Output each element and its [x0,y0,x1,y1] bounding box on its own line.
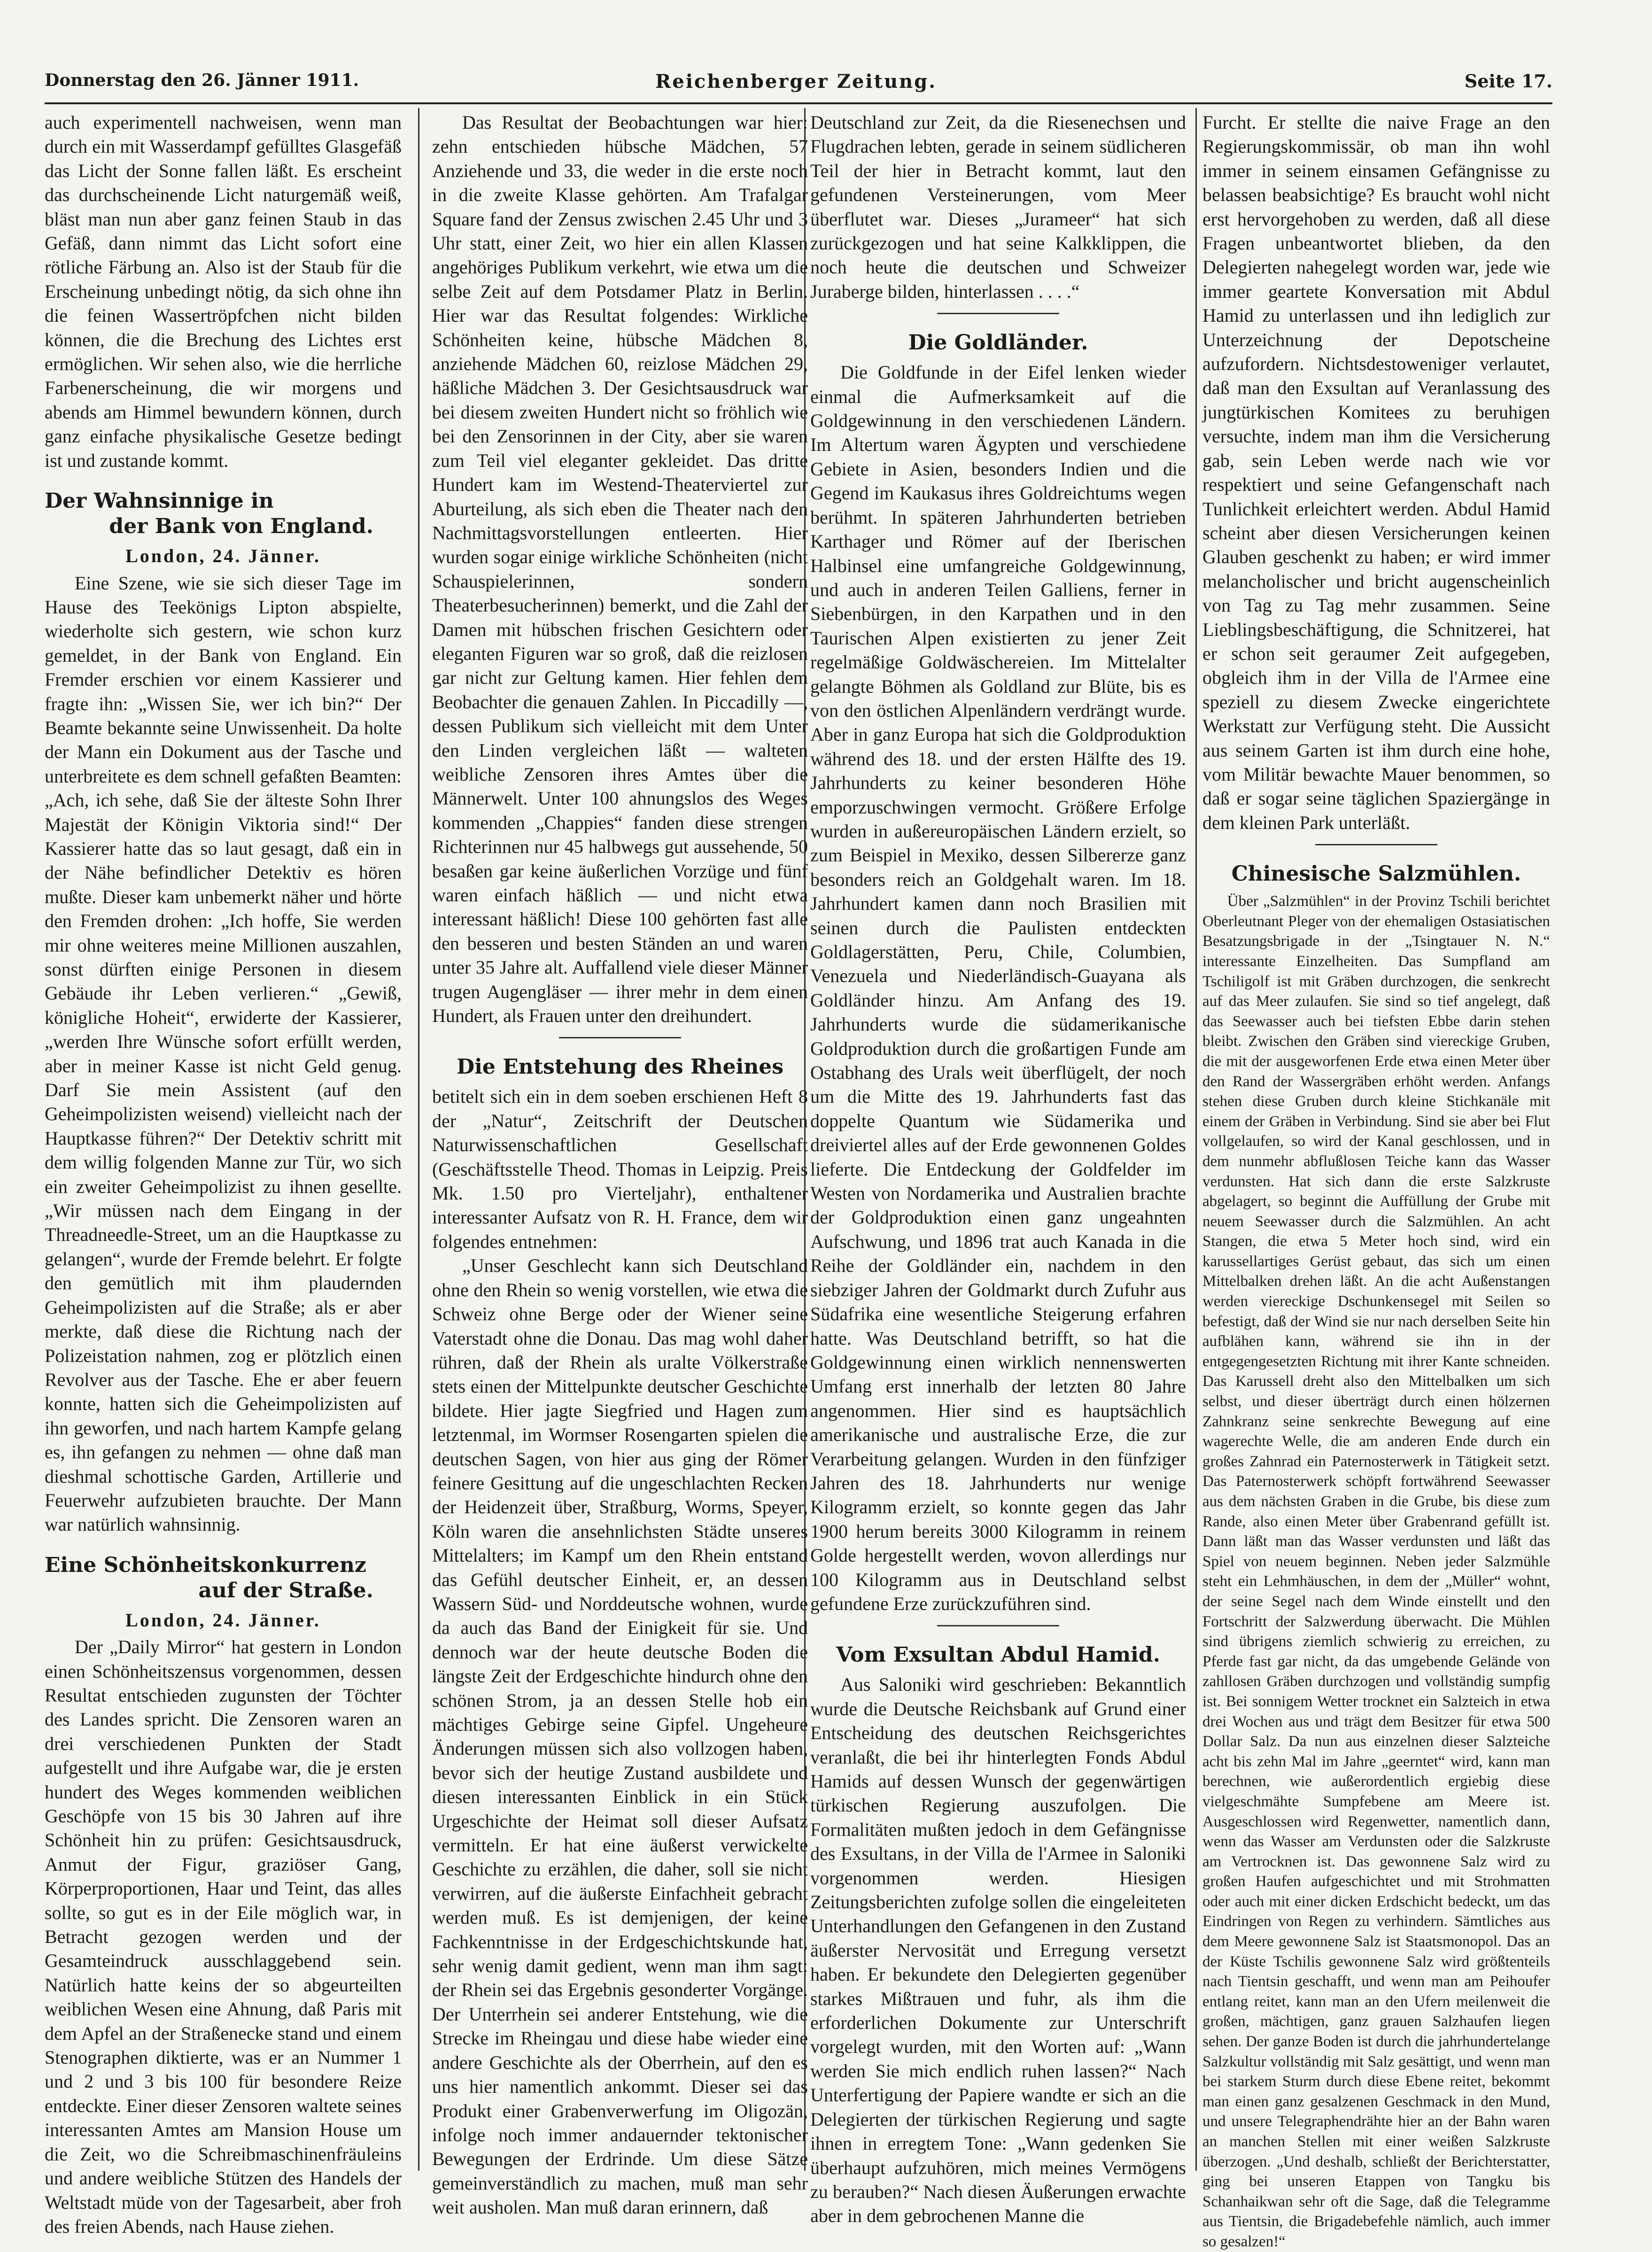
page-number: Seite 17. [1464,70,1552,92]
column-1 [45,110,402,2237]
separator [937,1625,1059,1626]
headline-line-2: auf der Straße. [198,1578,373,1602]
separator [1315,844,1437,845]
article-continuation: Furcht. Er stellte die naive Frage an den Regierungskommissär, ob man ihn wohl immer in seinem einsamen Gefängnisse zu belassen beabsichtige? Es braucht wohl nicht erst hervorgehoben zu werden, daß all diese Fragen unbeantwortet blieben, da den Delegierten nahegelegt worden war, jede wie immer geartete Konversation mit Abdul Hamid zu unterlassen und ihn lediglich zur Unterzeichnung der Depotscheine aufzufordern. Nichtsdestoweniger verlautet, daß man den Exsultan auf Veranlassung des jungtürkischen Komitees zu beruhigen versuchte, indem man ihm die Versicherung gab, sein Leben werde nach wie vor respektiert und seine Gefangenschaft nach Tunlichkeit erleichtert werden. Abdul Hamid scheint aber diesen Versicherungen keinen Glauben geschenkt zu haben; er wird immer melancholischer und bricht augenscheinlich von Tag zu Tag mehr zusammen. Seine Lieblingsbeschäftigung, die Schnitzerei, hat er schon seit geraumer Zeit aufgegeben, obgleich ihm in der Villa de l'Armee eine speziell zu diesem Zwecke eingerichtete Werkstatt zur Verfügung steht. Die Aussicht aus seinem Garten ist ihm durch eine hohe, vom Militär bewachte Mauer benommen, so daß er sogar seine täglichen Spaziergänge in dem kleinen Park unterläßt. [1202,112,1550,833]
separator [937,313,1059,314]
headline-line-1: Eine Schönheitskonkurrenz [45,1553,366,1577]
column-3 [810,110,1186,2227]
headline-line-1: Der Wahnsinnige in [45,489,274,513]
article-quote: „Unser Geschlecht kann sich Deutschland ohne den Rhein so wenig vorstellen, wie etwa die Schweiz ohne Berge oder der Wiener seine Vaterstadt ohne die Donau. Das mag wohl daher rühren, daß der Rhein als uralte Völkerstraße stets einen der Mittelpunkte deutscher Geschichte bildete. Hier jagte Siegfried und Hagen zum letztenmal, im Wormser Rosengarten spielen die deutschen Sagen, von hier aus ging der Römer feinere Gesittung auf die ungeschlachten Recken der Heidenzeit über, Straßburg, Worms, Speyer, Köln waren die ansehnlichsten Städte unseres Mittelalters; im Kampf um den Rhein entstand das Gefühl deutscher Einheit, er, an dessen Wassern Süd- und Norddeutsche wohnen, wurde da auch das Band der Einigkeit für sie. Und dennoch war der heute deutsche Boden die längste Zeit der Erdgeschichte hindurch ohne den schönen Strom, ja an dessen Stelle hob ein mächtiges Gebirge seine Gipfel. Ungeheure Änderungen müssen sich also vollzogen haben, bevor sich der heutige Zustand ausbildete und diesen interessanten Einblick in ein Stück Urgeschichte der Heimat soll dieser Aufsatz vermitteln. Er hat eine äußerst verwickelte Geschichte zu erzählen, die daher, soll sie nicht verwirren, auf die äußerste Einfachheit gebracht werden muß. Es ist demjenigen, der keine Fachkenntnisse in der Erdgeschichtskunde hat, sehr wenig damit gedient, wenn man ihm sagt: der Rhein sei das Ergebnis gesonderter Vorgänge. Der Unterrhein sei anderer Entstehung, wie die Strecke im Rheingau und diese habe wieder eine andere Geschichte als der Oberrhein, auf den es uns hier namentlich ankommt. Dieser sei das Produkt einer Grabenverwerfung im Oligozän, infolge noch immer andauernder tektonischer Bewegungen der Erdrinde. Um diese Sätze gemeinverständlich zu machen, muß man sehr weit ausholen. Man muß daran erinnern, daß [432,1255,808,2218]
headline-goldlaender: Die Goldländer. [908,331,1088,355]
dateline: London, 24. Jänner. [125,1609,321,1631]
article-body: Das Resultat der Beobachtungen war hier: zehn entschieden hübsche Mädchen, 57 Anziehende und 33, die weder in die erste noch in die zweite Klasse gehörten. Am Trafalgar Square fand der Zensus zwischen 2.45 Uhr und 3 Uhr statt, einer Zeit, wo hier ein allen Klassen angehöriges Publikum verkehrt, wie etwa um die selbe Zeit auf dem Potsdamer Platz in Berlin. Hier war das Resultat folgendes: Wirkliche Schönheiten keine, hübsche Mädchen 8, anziehende Mädchen 60, reizlose Mädchen 29, häßliche Mädchen 3. Der Gesichtsausdruck war bei diesem zweiten Hundert nicht so fröhlich wie bei den Zensorinnen in der City, aber sie waren zum Teil viel eleganter gekleidet. Das dritte Hundert kam im Westend-Theaterviertel zur Aburteilung, als sich eben die Theater nach den Nachmittagsvorstellungen entleerten. Hier wurden sogar einige wirkliche Schönheiten (nicht Schauspielerinnen, sondern Theaterbesucherinnen) bemerkt, und die Zahl der Damen mit hübschen frischen Gesichtern oder eleganten Figuren war so groß, daß die reizlosen gar nicht zur Geltung kamen. Hier fehlen dem Beobachter die genauen Zahlen. In Piccadilly —, dessen Publikum sich vielleicht mit dem Unter den Linden vergleichen läßt — walteten weibliche Zensoren ihres Amtes über die Männerwelt. Unter 100 ahnungslos des Weges kommenden „Chappies“ fanden diese strengen Richterinnen nur 45 halbwegs gut aussehende, 50 besaßen gar keine äußerlichen Vorzüge und fünf waren einfach häßlich — und nicht etwa interessant häßlich! Diese 100 gehörten fast alle den besseren und besten Ständen an und waren unter 35 Jahre alt. Auffallend viele dieser Männer trugen Augengläser — ihrer mehr in dem einen Hundert, als Frauen unter den dreihundert. [432,112,808,1027]
headline-abdul-hamid: Vom Exsultan Abdul Hamid. [836,1643,1160,1667]
article-body: betitelt sich ein in dem soeben erschienen Heft 8 der „Natur“, Zeitschrift der Deutschen Naturwissenschaftlichen Gesellschaft (Geschäftsstelle Theod. Thomas in Leipzig. Preis Mk. 1.50 pro Vierteljahr), enthaltener interessanter Aufsatz von R. H. France, dem wir folgendes entnehmen: [432,1086,808,1252]
page-header [45,70,1552,99]
article-body: Der „Daily Mirror“ hat gestern in London einen Schönheitszensus vorgenommen, dessen Resultat entschieden zugunsten der Töchter des Landes spricht. Die Zensoren waren an drei verschiedenen Punkten der Stadt aufgestellt und ihre Aufgabe war, die je ersten hundert des Weges kommenden weiblichen Geschöpfe von 15 bis 30 Jahren auf ihre Schönheit hin zu prüfen: Gesichtsausdruck, Anmut der Figur, graziöser Gang, Körperproportionen, Haar und Teint, das alles sollte, so gut es in der Eile möglich war, in Betracht gezogen werden und der Gesamteindruck ausschlaggebend sein. Natürlich hatte keins der so abgeurteilten weiblichen Wesen eine Ahnung, daß Paris mit dem Apfel an der Straßenecke stand und einem Stenographen diktierte, was er an Nummer 1 und 2 und 3 bis 100 für besondere Reize entdeckte. Einer dieser Zensoren waltete seines interessanten Amtes am Mansion House um die Zeit, wo die Schreibmaschinenfräuleins und andere weibliche Stützen des Handels der Weltstadt müde von der Tagesarbeit, aber froh des freien Abends, nach Hause ziehen. [45,1636,402,2237]
article-body: Über „Salzmühlen“ in der Provinz Tschili berichtet Oberleutnant Pleger von der ehemaligen Ostasiatischen Besatzungsbrigade in der „Tsingtauer N. N.“ interessante Einzelheiten. Das Sumpfland am Tschiligolf ist mit Gräben durchzogen, die senkrecht auf das Meer zulaufen. Sie sind so tief angelegt, daß das Seewasser auch bei tiefsten Ebbe darin stehen bleibt. Zwischen den Gräben sind viereckige Gruben, die mit der ausgeworfenen Erde etwa einen Meter über den Rand der Wassergräben erhöht werden. Anfangs stehen diese Gruben durch kleine Stichkanäle mit einem der Gräben in Verbindung. Sind sie aber bei Flut vollgelaufen, so wird der Kanal geschlossen, und in dem nunmehr abflußlosen Teiche kann das Wasser verdunsten. Hat sich dann die erste Salzkruste abgelagert, so beginnt die Auffüllung der Grube mit neuem Seewasser durch die Salzmühlen. An acht Stangen, die etwa 5 Meter hoch sind, wird ein karussellartiges Gerüst gebaut, das sich um einen Mittelbalken drehen läßt. An die acht Außenstangen werden viereckige Dschunkensegel mit Seilen so befestigt, daß der Wind sie nur nach derselben Seite hin aufblähen kann, während sie ihn in der entgegengesetzten Richtung mit ihrer Kante schneiden. Das Karussell dreht also den Mittelbalken um sich selbst, und dieser überträgt durch einen hölzernen Zahnkranz seine senkrechte Bewegung auf eine wagerechte Welle, die am anderen Ende durch ein großes Zahnrad ein Paternosterwerk in Tätigkeit setzt. Das Paternosterwerk schöpft fortwährend Seewasser aus dem nächsten Graben in die Grube, bis diese zum Rande, also einen Meter über Grabenrand gefüllt ist. Dann läßt man das Wasser verdunsten und läßt das Spiel von neuem beginnen. Neben jeder Salzmühle steht ein Lehmhäuschen, in dem der „Müller“ wohnt, der seine Segel nach dem Winde einstellt und den Fortschritt der Salzwerdung überwacht. Die Mühlen sind übrigens ziemlich schwierig zu erreichen, zu Pferde fast gar nicht, da das umgebende Gelände von zahllosen Gräben durchzogen und vollständig sumpfig ist. Bei sonnigem Wetter trocknet ein Salzteich in etwa drei Wochen aus und trägt dem Besitzer für etwa 500 Dollar Salz. Da nun aus einzelnen dieser Salzteiche acht bis zehn Mal im Jahre „geerntet“ wird, kann man berechnen, wie außerordentlich ergiebig diese vielgeschmähte Sumpfebene am Meere ist. Ausgeschlossen wird Regenwetter, namentlich dann, wenn das Wasser am Verdunsten oder die Salzkruste am Vertrocknen ist. Das gewonnene Salz wird zu großen Haufen aufgeschichtet und mit Strohmatten oder auch mit einer dicken Erdschicht bedeckt, um das Eindringen von Regen zu verhindern. Sämtliches aus dem Meere gewonnene Salz ist Staatsmonopol. Das an der Küste Tschilis gewonnene Salz wird größtenteils nach Tientsin geschafft, und wenn man am Peihoufer entlang reitet, kann man an den Ufern meilenweit die großen, mächtigen, ganz grauen Salzhaufen liegen sehen. Der ganze Boden ist durch die jahrhundertelange Salzkultur vollständig mit Salz gesättigt, und wenn man bei starkem Sturm durch diese Ebene reitet, bekommt man einen ganz gesalzenen Geschmack in den Mund, und unsere Telegraphendrähte hier an der Bahn waren an manchen Stellen mit einer weißen Salzkruste überzogen. „Und deshalb, schließt der Berichterstatter, ging bei unseren Etappen von Tangku bis Schanhaikwan sehr oft die Sage, daß die Telegramme aus Tientsin, die Brigadebefehle nämlich, auch immer so gesalzen!“ [1202,893,1550,2250]
newspaper-title: Reichenberger Zeitung. [655,70,937,93]
headline-schoenheitskonkurrenz [45,1553,402,1603]
header-rule [45,102,1552,104]
headline-salzmuehlen: Chinesische Salzmühlen. [1231,862,1521,886]
column-divider [418,108,419,2171]
issue-date: Donnerstag den 26. Jänner 1911. [45,70,359,90]
article-continuation: auch experimentell nachweisen, wenn man durch ein mit Wasserdampf gefülltes Glasgefäß das Licht der Sonne fallen läßt. Es erscheint das durchscheinende Licht naturgemäß weiß, bläst man nun aber ganz feinen Staub in das Gefäß, dann nimmt das Licht sofort eine rötliche Färbung an. Also ist der Staub für die Erscheinung unbedingt nötig, da sich ohne ihn die feinen Wassertröpfchen nicht bilden können, die die Brechung des Lichtes erst ermöglichen. Wir sehen also, wie die herrliche Farbenerscheinung, die wir morgens und abends am Himmel bewundern können, durch ganz einfache physikalische Gesetze bedingt ist und zustande kommt. [45,112,402,471]
headline-line-2: der Bank von England. [109,514,373,539]
article-body: Die Goldfunde in der Eifel lenken wieder einmal die Aufmerksamkeit auf die Goldgewinnung in den verschiedenen Ländern. Im Altertum waren Ägypten und verschiedene Gebiete in Asien, besonders Indien und die Gegend im Kaukasus ihres Goldreichtums wegen berühmt. In späteren Jahrhunderten betrieben Karthager und Römer auf der Iberischen Halbinsel eine umfangreiche Goldgewinnung, und auch in anderen Teilen Galliens, ferner in Siebenbürgen, in den Karpathen und in den Taurischen Alpen existierten zu jener Zeit regelmäßige Goldwäschereien. Im Mittelalter gelangte Böhmen als Goldland zur Blüte, bis es von den östlichen Alpenländern verdrängt wurde. Aber in ganz Europa hat sich die Goldproduktion während des 18. und der ersten Hälfte des 19. Jahrhunderts zu keiner besonderen Höhe emporzuschwingen vermocht. Größere Erfolge wurden in außereuropäischen Ländern erzielt, so zum Beispiel in Mexiko, dessen Silbererze ganz besonders reich an Goldgehalt waren. Im 18. Jahrhundert kamen dann noch Brasilien mit seinen durch die Paulisten entdeckten Goldlagerstätten, Peru, Chile, Columbien, Venezuela und Niederländisch-Guayana als Goldländer hinzu. Am Anfang des 19. Jahrhunderts wurde die südamerikanische Goldproduktion durch die großartigen Funde am Ostabhang des Urals weit überflügelt, der noch um die Mitte des 19. Jahrhunderts fast das doppelte Quantum wie Südamerika und dreiviertel alles auf der Erde gewonnenen Goldes lieferte. Die Entdeckung der Goldfelder im Westen von Nordamerika und Australien brachte der Goldproduktion einen ganz ungeahnten Aufschwung, und 1896 trat auch Kanada in die Reihe der Goldländer ein, nachdem in den siebziger Jahren der Goldmarkt durch Zufuhr aus Südafrika eine wesentliche Steigerung erfahren hatte. Was Deutschland betrifft, so hat die Goldgewinnung einen wirklich nennenswerten Umfang erst innerhalb der letzten 80 Jahre angenommen. Hier sind es hauptsächlich amerikanische und australische Erze, die zur Verarbeitung gelangen. Wurden in den fünfziger Jahren des 18. Jahrhunderts nur wenige Kilogramm erzielt, so konnte gegen das Jahr 1900 herum bereits 3000 Kilogramm in reinem Golde hergestellt werden, wovon allerdings nur 100 Kilogramm aus in Deutschland selbst gefundene Erze zurückzuführen sind. [810,362,1186,1614]
article-body: Aus Saloniki wird geschrieben: Bekanntlich wurde die Deutsche Reichsbank auf Grund einer Entscheidung des deutschen Reichsgerichtes veranlaßt, die bei ihr hinterlegten Fonds Abdul Hamids auf dessen Wunsch der gegenwärtigen türkischen Regierung auszufolgen. Die Formalitäten mußten jedoch in dem Gefängnisse des Exsultans, in der Villa de l'Armee in Saloniki vorgenommen werden. Hiesigen Zeitungsberichten zufolge sollen die eingeleiteten Unterhandlungen den Gefangenen in den Zustand äußerster Nervosität und Erregung versetzt haben. Er bekundete den Delegierten gegenüber starkes Mißtrauen und fuhr, als ihm die erforderlichen Dokumente zur Unterschrift vorgelegt wurden, mit den Worten auf: „Wann werden Sie mich endlich ruhen lassen?“ Nach Unterfertigung der Papiere wandte er sich an die Delegierten der türkischen Regierung und sagte ihnen in erregtem Tone: „Wann gedenken Sie überhaupt aufzuhören, mich meines Vermögens zu berauben?“ Nach diesen Äußerungen erwachte aber in dem gebrochenen Manne die [810,1674,1186,2227]
article-continuation: Deutschland zur Zeit, da die Riesenechsen und Flugdrachen lebten, gerade in seinem südlicheren Teil der hier in Betracht kommt, laut den gefundenen Versteinerungen, vom Meer überflutet war. Dieses „Jurameer“ hat sich zurückgezogen und hat seine Kalkklippen, die noch heute die deutschen und Schweizer Juraberge bilden, hinterlassen . . . .“ [810,112,1186,302]
separator [559,1037,681,1038]
column-2 [432,110,808,2218]
headline-rhein: Die Entstehung des Rheines [456,1055,784,1079]
headline-wahnsinnige [45,488,402,539]
article-body: Eine Szene, wie sie sich dieser Tage im Hause des Teekönigs Lipton abspielte, wiederholte sich gestern, wie schon kurz gemeldet, in der Bank von England. Ein Fremder erschien vor einem Kassierer und fragte ihn: „Wissen Sie, wer ich bin?“ Der Beamte bekannte seine Unwissenheit. Da holte der Mann ein Dokument aus der Tasche und unterbreitete es dem schnell gefaßten Beamten: „Ach, ich sehe, daß Sie der älteste Sohn Ihrer Majestät der Königin Viktoria sind!“ Der Kassierer hatte das so laut gesagt, daß ein in der Nähe befindlicher Detektiv es hören mußte. Dieser kam unbemerkt näher und hörte den Fremden drohen: „Ich hoffe, Sie werden mir ohne weiteres meine Millionen auszahlen, sonst dürften einige Personen in diesem Gebäude ihr Leben verlieren.“ „Gewiß, königliche Hoheit“, erwiderte der Kassierer, „werden Ihre Wünsche sofort erfüllt werden, aber in meiner Kasse ist nicht Geld genug. Darf Sie mein Assistent (auf den Geheimpolizisten weisend) vielleicht nach der Hauptkasse führen?“ Der Detektiv schritt mit dem willig folgenden Manne zur Tür, wo sich ein zweiter Geheimpolizist zu ihnen gesellte. „Wir müssen nach dem Eingang in der Threadneedle-Street, um an die Hauptkasse zu gelangen“, wurde der Fremde belehrt. Er folgte den gemütlich mit ihm plaudernden Geheimpolizisten auf die Straße; als er aber merkte, daß diese die Richtung nach der Polizeistation nahmen, zog er plötzlich einen Revolver aus der Tasche. Ehe er aber feuern konnte, hatten sich die Geheimpolizisten auf ihn geworfen, und nach hartem Kampfe gelang es, ihn gefangen zu nehmen — ohne daß man dieshmal schottische Garden, Artillerie und Feuerwehr aufzubieten brauchte. Der Mann war natürlich wahnsinnig. [45,572,402,1535]
column-4 [1202,110,1550,2250]
column-divider [1195,108,1197,2171]
dateline: London, 24. Jänner. [125,545,321,567]
